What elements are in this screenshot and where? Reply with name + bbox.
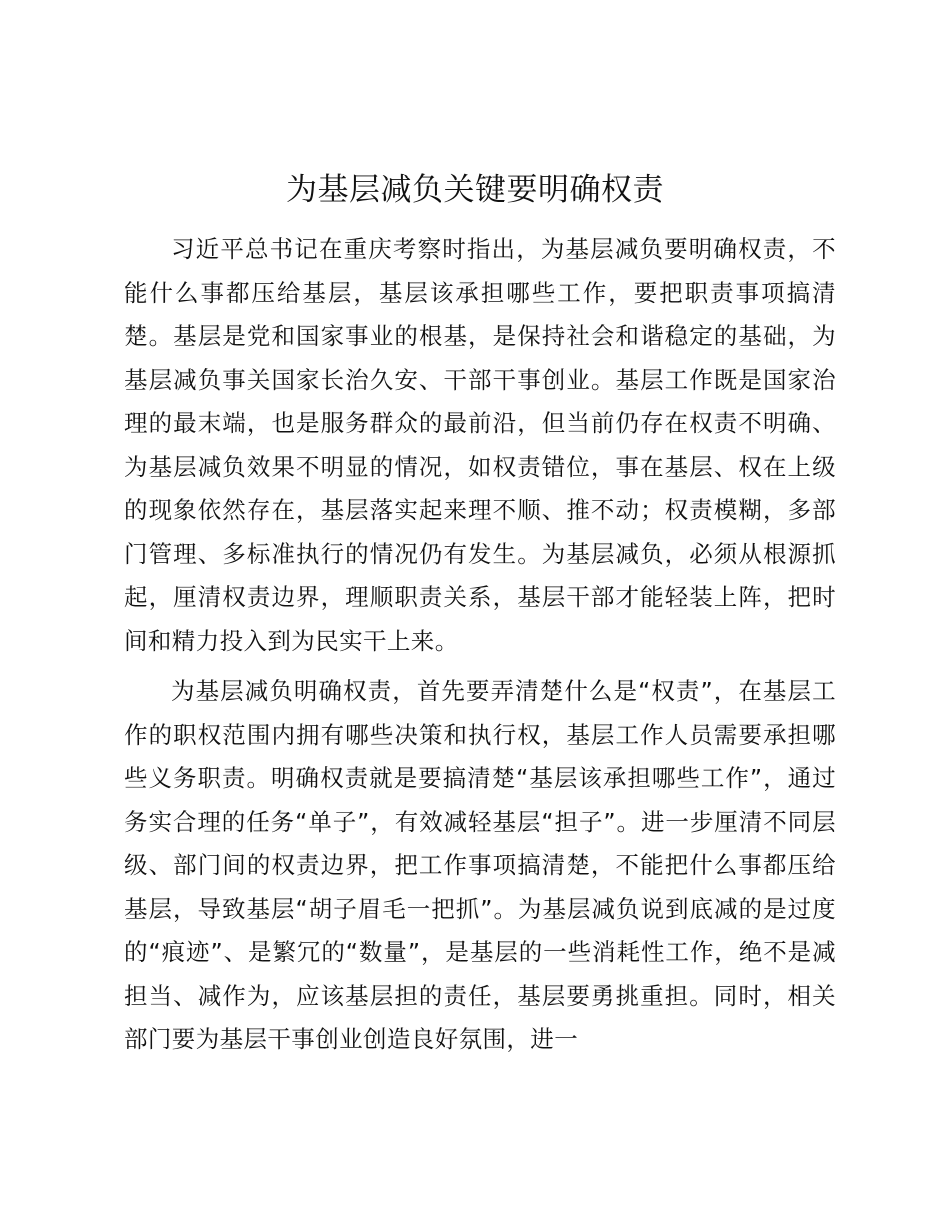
document-body bbox=[124, 228, 836, 1062]
document-title: 为基层减负关键要明确权责 bbox=[286, 172, 664, 208]
paragraph-1: 习近平总书记在重庆考察时指出，为基层减负要明确权责，不能什么事都压给基层，基层该承担哪些工作，要把职责事项搞清楚。基层是党和国家事业的根基，是保持社会和谐稳定的基础，为基层减负事关国家长治久安、干部干事创业。基层工作既是国家治理的最末端，也是服务群众的最前沿，但当前仍存在权责不明确、为基层减负效果不明显的情况，如权责错位，事在基层、权在上级的现象依然存在，基层落实起来理不顺、推不动；权责模糊，多部门管理、多标准执行的情况仍有发生。为基层减负，必须从根源抓起，厘清权责边界，理顺职责关系，基层干部才能轻装上阵，把时间和精力投入到为民实干上来。 bbox=[124, 235, 836, 655]
paragraph-2: 为基层减负明确权责，首先要弄清楚什么是“权责”，在基层工作的职权范围内拥有哪些决策和执行权，基层工作人员需要承担哪些义务职责。明确权责就是要搞清楚“基层该承担哪些工作”，通过务实合理的任务“单子”，有效减轻基层“担子”。进一步厘清不同层级、部门间的权责边界，把工作事项搞清楚，不能把什么事都压给基层，导致基层“胡子眉毛一把抓”。为基层减负说到底减的是过度的“痕迹”、是繁冗的“数量”，是基层的一些消耗性工作，绝不是减担当、减作为，应该基层担的责任，基层要勇挑重担。同时，相关部门要为基层干事创业创造良好氛围，进一 bbox=[124, 677, 836, 1053]
